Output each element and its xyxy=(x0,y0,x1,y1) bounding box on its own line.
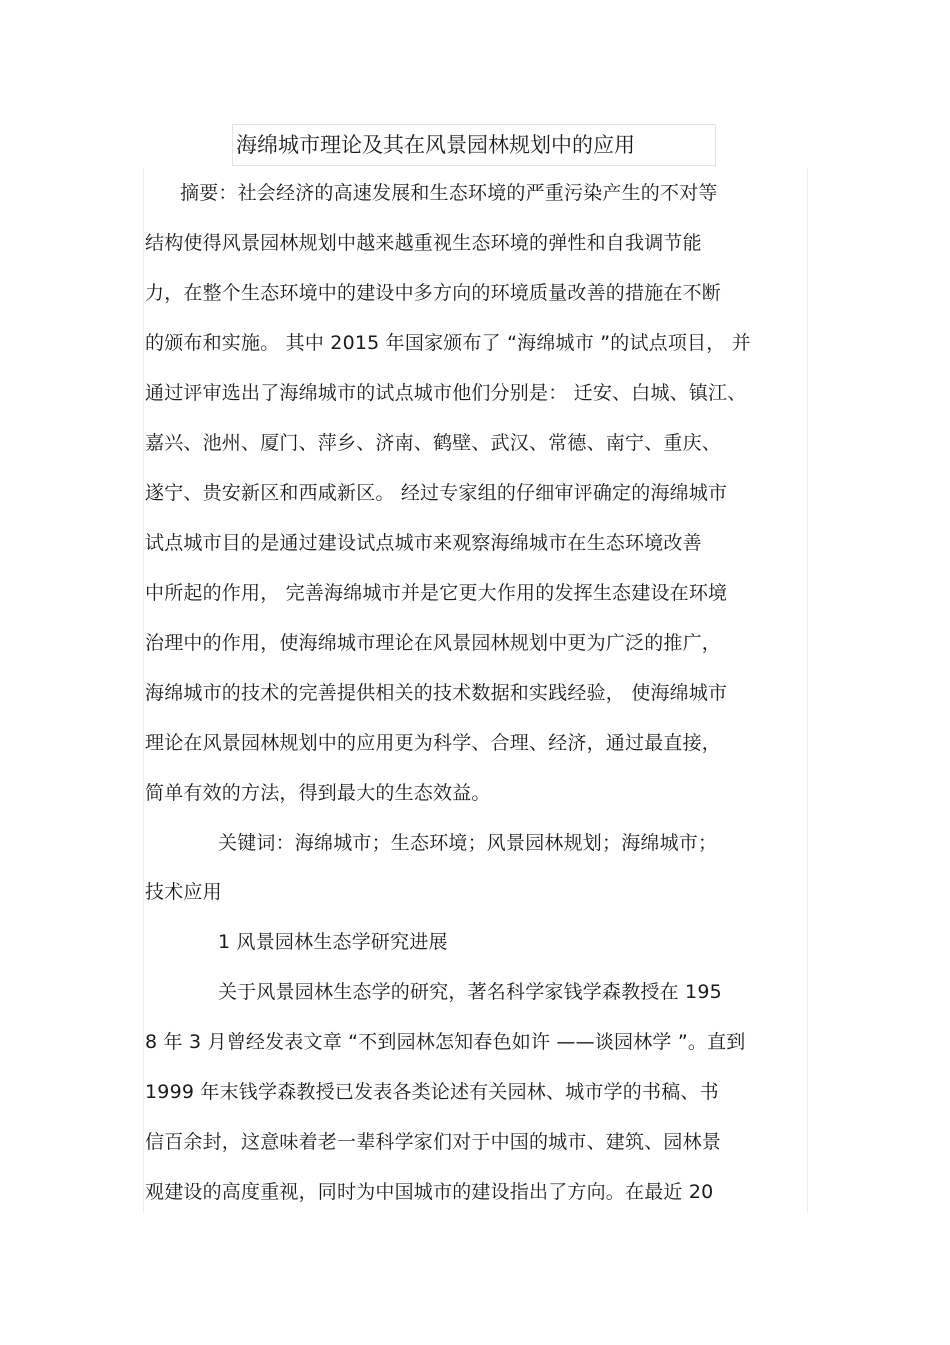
document-title: 海绵城市理论及其在风景园林规划中的应用 xyxy=(236,133,635,157)
abstract-line-5: 通过评审选出了海绵城市的试点城市他们分别是： 迁安、白城、镇江、 xyxy=(145,382,747,404)
body-line-3: 1999 年末钱学森教授已发表各类论述有关园林、城市学的书稿、书 xyxy=(145,1081,719,1103)
body-line-5: 观建设的高度重视，同时为中国城市的建设指出了方向。在最近 20 xyxy=(145,1181,714,1203)
abstract-line-4: 的颁布和实施。 其中 2015 年国家颁布了 “海绵城市 ”的试点项目， 并 xyxy=(145,332,751,354)
abstract-line-12: 理论在风景园林规划中的应用更为科学、合理、经济，通过最直接， xyxy=(145,732,722,754)
keywords-line-1: 关键词：海绵城市；生态环境；风景园林规划；海绵城市； xyxy=(218,832,718,854)
abstract-line-10: 治理中的作用，使海绵城市理论在风景园林规划中更为广泛的推广， xyxy=(145,632,722,654)
abstract-line-9: 中所起的作用， 完善海绵城市并是它更大作用的发挥生态建设在环境 xyxy=(145,582,728,604)
body-line-2: 8 年 3 月曾经发表文章 “不到园林怎知春色如许 ——谈园林学 ”。直到 xyxy=(145,1031,746,1053)
abstract-line-1: 摘要：社会经济的高速发展和生态环境的严重污染产生的不对等 xyxy=(180,182,718,204)
section-heading: 1 风景园林生态学研究进展 xyxy=(218,931,448,953)
abstract-line-13: 简单有效的方法，得到最大的生态效益。 xyxy=(145,782,491,804)
text-frame-left-border xyxy=(143,168,144,1213)
abstract-line-3: 力，在整个生态环境中的建设中多方向的环境质量改善的措施在不断 xyxy=(145,282,722,304)
keywords-line-2: 技术应用 xyxy=(145,881,222,903)
abstract-line-8: 试点城市目的是通过建设试点城市来观察海绵城市在生态环境改善 xyxy=(145,532,702,554)
abstract-line-2: 结构使得风景园林规划中越来越重视生态环境的弹性和自我调节能 xyxy=(145,232,702,254)
text-frame-right-border xyxy=(807,168,808,1213)
body-line-4: 信百余封，这意味着老一辈科学家们对于中国的城市、建筑、园林景 xyxy=(145,1131,722,1153)
abstract-line-11: 海绵城市的技术的完善提供相关的技术数据和实践经验， 使海绵城市 xyxy=(145,682,728,704)
body-line-1: 关于风景园林生态学的研究，著名科学家钱学森教授在 195 xyxy=(218,981,722,1003)
abstract-line-7: 遂宁、贵安新区和西咸新区。 经过专家组的仔细审评确定的海绵城市 xyxy=(145,482,728,504)
abstract-line-6: 嘉兴、池州、厦门、萍乡、济南、鹤壁、武汉、常德、南宁、重庆、 xyxy=(145,432,722,454)
